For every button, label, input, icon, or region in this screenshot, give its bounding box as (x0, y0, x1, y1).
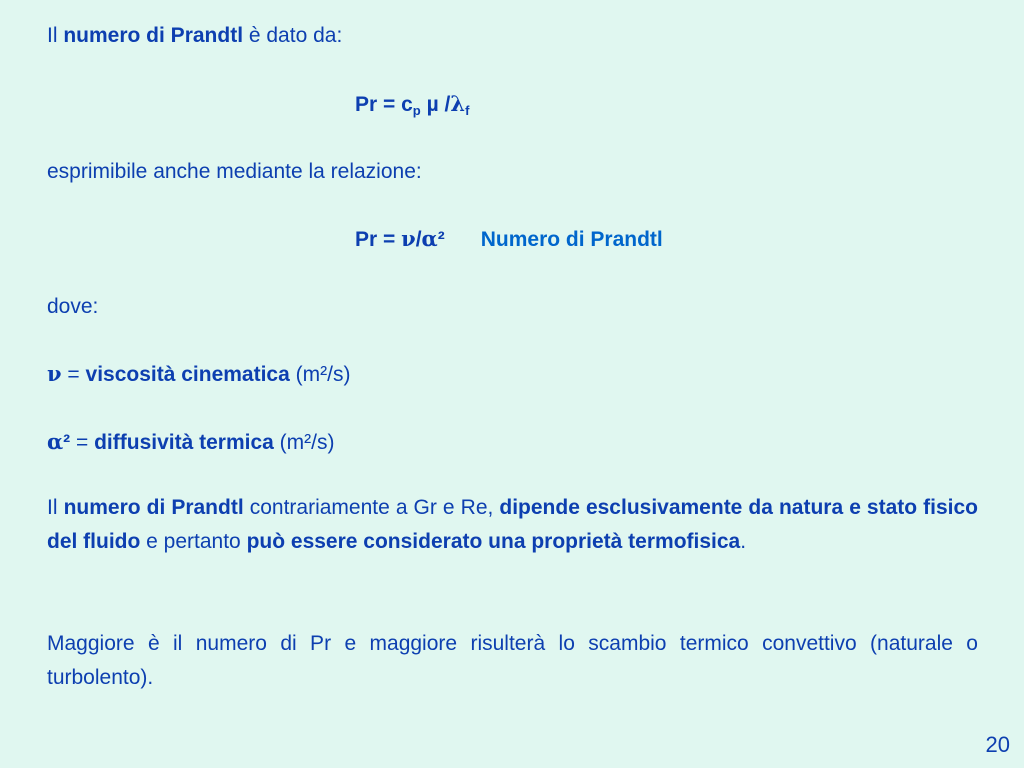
formula2-slash: / (415, 228, 422, 251)
para1-t1: Il (47, 496, 64, 519)
def-alpha-sq: ² (63, 431, 71, 454)
def-alpha-term: diffusività termica (94, 431, 274, 454)
formula2-lhs: Pr = (355, 228, 402, 251)
def-nu-term: viscosità cinematica (85, 363, 290, 386)
formula2-name: Numero di Prandtl (480, 228, 663, 251)
para1-t4: . (740, 530, 747, 553)
def-alpha-symbol: α (47, 429, 64, 454)
def-nu-symbol: ν (47, 361, 62, 386)
intro-pre: Il (47, 24, 64, 47)
formula-prandtl-nu-alpha (355, 222, 663, 257)
para1-b3: può essere considerato una proprietà termofisica (246, 530, 741, 553)
formula1-lambda: λ (450, 91, 466, 116)
intro-line (47, 19, 342, 53)
para1-b1: numero di Prandtl (63, 496, 244, 519)
def-alpha-unit: (m²/s) (273, 431, 335, 454)
intro-term: numero di Prandtl (63, 24, 244, 47)
definition-nu (47, 357, 350, 392)
intro-post: è dato da: (243, 24, 343, 47)
relation-line: esprimibile anche mediante la relazione: (47, 160, 422, 183)
formula2-nu: ν (401, 226, 416, 251)
formula1-slash: / (444, 93, 451, 116)
para1-t2: contrariamente a Gr e Re, (243, 496, 500, 519)
page-number: 20 (985, 732, 1010, 757)
formula2-sq: ² (437, 228, 445, 251)
definition-alpha (47, 425, 335, 460)
formula-prandtl-cp (355, 87, 469, 128)
formula1-sub-f: f (465, 103, 470, 118)
formula2-alpha: α (421, 226, 438, 251)
para1-t3: e pertanto (140, 530, 247, 553)
paragraph-property (47, 491, 978, 559)
paragraph-convection: Maggiore è il numero di Pr e maggiore risulterà lo scambio termico convettivo (naturale o turbolento). (47, 632, 978, 689)
para1-b2: dipende esclusivamente da natura e stato fisico del fluido (47, 496, 978, 553)
where-line: dove: (47, 295, 99, 318)
formula1-mu: µ (420, 93, 445, 116)
def-alpha-eq: = (70, 431, 95, 454)
def-nu-eq: = (61, 363, 86, 386)
formula1-sub-p: p (412, 103, 421, 118)
def-nu-unit: (m²/s) (289, 363, 351, 386)
formula1-lhs: Pr = c (355, 93, 413, 116)
